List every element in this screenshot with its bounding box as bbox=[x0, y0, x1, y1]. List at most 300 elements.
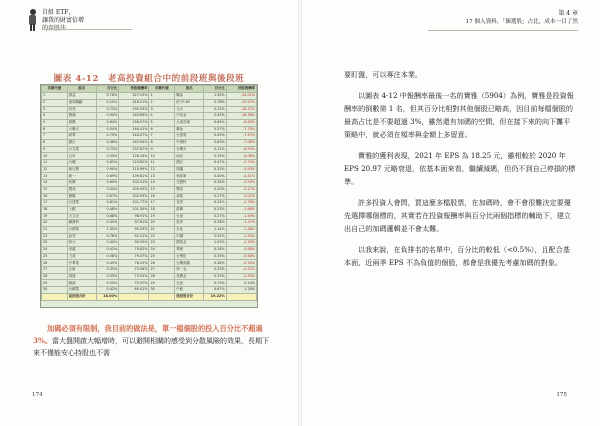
table-cell: 國巨 bbox=[67, 140, 96, 147]
table-cell: 0.27% bbox=[204, 213, 226, 220]
table-row bbox=[42, 267, 257, 274]
table-cell: 大立光 bbox=[67, 213, 96, 220]
table-cell: 中保科 bbox=[175, 140, 204, 147]
table-cell: 正新 bbox=[67, 267, 96, 274]
table-cell: 0.76% bbox=[96, 233, 118, 240]
table-cell: -5.74% bbox=[226, 160, 256, 167]
table-cell: -16.36% bbox=[226, 113, 256, 120]
table-cell: -16.37% bbox=[226, 106, 256, 113]
table-cell: 73.52% bbox=[119, 273, 149, 280]
table-cell: 97.81% bbox=[119, 220, 149, 227]
table-cell: 精誠 bbox=[67, 280, 96, 287]
table-cell: 0.33% bbox=[204, 273, 226, 280]
table-row bbox=[42, 213, 257, 220]
table-column-header: 股名 bbox=[175, 86, 204, 93]
table-cell: 123.82% bbox=[119, 160, 149, 167]
table-cell: 0.47% bbox=[204, 160, 226, 167]
table-cell: 國泰金 bbox=[175, 240, 204, 247]
table-cell: 中華電 bbox=[67, 260, 96, 267]
table-cell: 台泥 bbox=[175, 280, 204, 287]
table-cell: 29 bbox=[149, 280, 175, 287]
table-total-cell bbox=[42, 293, 68, 300]
right-paragraph: 以圖表 4-12 中報酬率最後一名的寶雅（5904）為例，寶雅是投資報酬率的倒數第 1 名，但其百分比相對其他個股已略高，因目前每檔個股的最高占比是不要超過 3%，雖然還有加碼的空間，但在接下來的向下攤平策略中，就必須在頻率與金額上多留意。 bbox=[344, 91, 574, 139]
table-cell: 0.57% bbox=[204, 126, 226, 133]
table-row bbox=[42, 193, 257, 200]
right-paragraph: 許多投資人會問，買這麼多檔股票，在加碼時，會不會很難決定要優先選擇哪個標的，其實若在投資報酬率與百分比兩個指標的輔助下，建立出自己的加碼邏輯並不會太難。 bbox=[344, 198, 571, 233]
table-cell: -8.83% bbox=[226, 119, 256, 126]
highlight-text: 加碼必須有限制，我目前的做法是，單一檔個股的投入百分比不超過 3%。 bbox=[33, 324, 263, 345]
table-cell: 1.14% bbox=[204, 226, 226, 233]
table-cell: 0.60% bbox=[96, 180, 118, 187]
table-cell: 0.83% bbox=[204, 140, 226, 147]
table-cell: 19 bbox=[42, 213, 68, 220]
page-number-left: 174 bbox=[32, 392, 43, 398]
table-cell: -6.93% bbox=[226, 146, 256, 153]
table-cell: 0.79% bbox=[204, 280, 226, 287]
table-cell: 16 bbox=[149, 193, 175, 200]
table-cell: -3.02% bbox=[226, 193, 256, 200]
table-cell: -1.37% bbox=[226, 220, 256, 227]
table-cell: -7.08% bbox=[226, 140, 256, 147]
table-cell: 98.91% bbox=[119, 213, 149, 220]
table-cell: 79.47% bbox=[119, 253, 149, 260]
table-cell: 和泰車 bbox=[175, 173, 204, 180]
table-cell: 0.68% bbox=[96, 213, 118, 220]
table-cell: 0.54% bbox=[96, 126, 118, 133]
table-cell: 0.78% bbox=[96, 93, 118, 100]
table-column-header: 百分比 bbox=[204, 86, 226, 93]
table-cell: 0.20% bbox=[204, 186, 226, 193]
table-cell: 0.22% bbox=[204, 106, 226, 113]
table-row bbox=[42, 240, 257, 247]
table-cell: 長榮 bbox=[175, 200, 204, 207]
table-row bbox=[42, 200, 257, 207]
table-cell: 21 bbox=[42, 226, 68, 233]
table-cell: 7 bbox=[149, 133, 175, 140]
table-cell: 台積電 bbox=[67, 287, 96, 294]
table-cell: 69.42% bbox=[119, 287, 149, 294]
table-cell: 78.25% bbox=[119, 260, 149, 267]
table-cell: 崇越 bbox=[67, 247, 96, 254]
table-cell: 12 bbox=[149, 166, 175, 173]
table-row bbox=[42, 133, 257, 140]
table-cell: 22 bbox=[42, 233, 68, 240]
table-cell: 0.90% bbox=[96, 166, 118, 173]
table-cell: -1.38% bbox=[226, 226, 256, 233]
table-cell: 6 bbox=[42, 126, 68, 133]
table-cell: 群益 bbox=[67, 93, 96, 100]
header-rule-right bbox=[428, 30, 578, 31]
table-cell: 27 bbox=[149, 267, 175, 274]
table-cell: -0.68% bbox=[226, 253, 256, 260]
table-cell: -0.55% bbox=[226, 260, 256, 267]
table-cell: 0.28% bbox=[204, 220, 226, 227]
table-cell: 163.69% bbox=[119, 113, 149, 120]
table-cell: 137.67% bbox=[119, 146, 149, 153]
table-cell: -4.93% bbox=[226, 166, 256, 173]
table-cell: 胡連 bbox=[67, 273, 96, 280]
table-cell: 12 bbox=[42, 166, 68, 173]
table-cell: 28 bbox=[149, 273, 175, 280]
table-cell: -2.78% bbox=[226, 200, 256, 207]
table-cell: 0.11% bbox=[204, 146, 226, 153]
table-cell: 豐泰 bbox=[175, 186, 204, 193]
table-cell: 0.90% bbox=[96, 113, 118, 120]
table-cell: 台塑化 bbox=[175, 253, 204, 260]
table-row bbox=[42, 119, 257, 126]
table-cell: 102.41% bbox=[119, 180, 149, 187]
table-cell: 聯發科 bbox=[67, 220, 96, 227]
author-figure-icon bbox=[26, 9, 39, 31]
table-cell: 15 bbox=[42, 186, 68, 193]
header-rule-left bbox=[42, 29, 132, 30]
table-total-cell bbox=[119, 293, 149, 300]
table-cell: 24 bbox=[42, 247, 68, 254]
table-row bbox=[42, 247, 257, 254]
right-paragraph: 寶雅的獲利表現，2021 年 EPS 為 18.25 元，雖相較於 2020 年 EPS 20.97 元略衰退，依基本面來看，繼續減碼，但仍不到自己停損的標準。 bbox=[344, 151, 576, 186]
table-cell: 0.42% bbox=[96, 247, 118, 254]
table-cell: 0.42% bbox=[96, 287, 118, 294]
right-body-text bbox=[344, 68, 576, 277]
table-cell: 台積電 bbox=[67, 226, 96, 233]
table-cell: 0.81% bbox=[96, 200, 118, 207]
table-cell: 144.07% bbox=[119, 133, 149, 140]
table-cell: 19 bbox=[149, 213, 175, 220]
table-cell: 0.48% bbox=[96, 140, 118, 147]
table-cell: 0.35% bbox=[204, 153, 226, 160]
table-cell: 0.67% bbox=[96, 193, 118, 200]
left-body-text bbox=[33, 323, 275, 359]
table-total-cell bbox=[226, 293, 256, 300]
table-cell: 3 bbox=[42, 106, 68, 113]
table-row bbox=[42, 280, 257, 287]
chapter-subtitle: 17 個入資料，「揀選股」占比，成本一目了然 bbox=[465, 19, 578, 25]
table-cell: 0.43% bbox=[204, 113, 226, 120]
table-cell: 聚陽 bbox=[67, 193, 96, 200]
table-total-cell: 19.22% bbox=[204, 293, 226, 300]
table-row bbox=[42, 173, 257, 180]
table-cell: 7 bbox=[42, 133, 68, 140]
table-cell: 0.33% bbox=[204, 267, 226, 274]
table-cell: 26 bbox=[42, 260, 68, 267]
table-cell: 1.30% bbox=[96, 226, 118, 233]
table-cell: 10 bbox=[42, 153, 68, 160]
table-cell: 神基 bbox=[175, 193, 204, 200]
table-cell: 8 bbox=[149, 140, 175, 147]
table-cell: 光寶科 bbox=[175, 180, 204, 187]
table-cell: 上銀 bbox=[67, 206, 96, 213]
table-cell: -1.34% bbox=[226, 233, 256, 240]
table-cell: 92.31% bbox=[119, 233, 149, 240]
right-page bbox=[302, 0, 600, 426]
book-title-line2: 讓我的財富倍增 bbox=[42, 17, 85, 24]
table-cell: 0.32% bbox=[204, 166, 226, 173]
table-cell: -1.29% bbox=[226, 240, 256, 247]
table-cell: 70.37% bbox=[119, 280, 149, 287]
table-cell: 第一金 bbox=[175, 267, 204, 274]
table-cell: 0.14% bbox=[226, 280, 256, 287]
table-row bbox=[42, 140, 257, 147]
table-cell: 大成長城 bbox=[175, 119, 204, 126]
table-cell: 台達電 bbox=[67, 200, 96, 207]
table-cell: 瑞儀 bbox=[175, 166, 204, 173]
table-cell: 中租 bbox=[175, 287, 204, 294]
table-cell: 0.40% bbox=[204, 173, 226, 180]
table-cell: -3.59% bbox=[226, 180, 256, 187]
page-number-right: 175 bbox=[556, 392, 567, 398]
table-cell: 101.77% bbox=[119, 200, 149, 207]
table-cell: 0.20% bbox=[96, 99, 118, 106]
table-row bbox=[42, 220, 257, 227]
table-cell: 力成 bbox=[67, 253, 96, 260]
left-page bbox=[0, 0, 298, 426]
table-cell: 新日興 bbox=[67, 166, 96, 173]
table-cell: 0.38% bbox=[204, 260, 226, 267]
table-cell: 致茂 bbox=[67, 233, 96, 240]
table-cell: 中信金 bbox=[175, 113, 204, 120]
table-total-cell: 18.00% bbox=[96, 293, 118, 300]
table-cell: 5 bbox=[149, 119, 175, 126]
table-column-header: 名稱代號 bbox=[42, 86, 68, 93]
table-cell: 16 bbox=[42, 193, 68, 200]
table-cell: 寶成 bbox=[67, 186, 96, 193]
table-cell: 11 bbox=[42, 160, 68, 167]
table-cell: 20 bbox=[149, 220, 175, 227]
table-cell: 14 bbox=[42, 180, 68, 187]
table-cell: 23 bbox=[42, 240, 68, 247]
table-column-header: 名稱代號 bbox=[149, 86, 175, 93]
table-row bbox=[42, 287, 257, 294]
table-cell: 9 bbox=[42, 146, 68, 153]
table-row bbox=[42, 146, 257, 153]
table-cell: 群聯 bbox=[175, 206, 204, 213]
table-cell: 元大 bbox=[175, 106, 204, 113]
table-cell: 統一 bbox=[67, 173, 96, 180]
table-cell: -0.88% bbox=[226, 247, 256, 254]
table-total-row bbox=[42, 293, 257, 300]
holdings-table-frame bbox=[40, 84, 258, 308]
table-cell: -1.68% bbox=[226, 206, 256, 213]
table-cell: 3 bbox=[149, 106, 175, 113]
table-cell: 6 bbox=[149, 126, 175, 133]
table-cell: -1.49% bbox=[226, 213, 256, 220]
table-row bbox=[42, 206, 257, 213]
table-cell: 0.54% bbox=[96, 186, 118, 193]
table-cell: -0.52% bbox=[226, 267, 256, 274]
running-header-left bbox=[26, 9, 126, 31]
table-cell: 兆豐金 bbox=[175, 273, 204, 280]
table-cell: 國巨 bbox=[175, 160, 204, 167]
table-cell: 30 bbox=[42, 287, 68, 294]
table-cell: -0.35% bbox=[226, 273, 256, 280]
table-cell: 1.03% bbox=[204, 240, 226, 247]
table-cell: 14 bbox=[149, 180, 175, 187]
right-paragraph: 以我來說，在負排名的名單中，百分比的較低（<0.5%），且配合基本面，近兩季 EPS 不為負值的個股，都會是我優先考慮加碼的對象。 bbox=[344, 245, 570, 267]
table-cell: -24.01% bbox=[226, 93, 256, 100]
table-cell: 0.48% bbox=[96, 206, 118, 213]
table-cell: 0.26% bbox=[204, 180, 226, 187]
table-row bbox=[42, 226, 257, 233]
table-cell: 0.23% bbox=[204, 206, 226, 213]
table-cell: 世界 bbox=[175, 220, 204, 227]
table-cell: 110.99% bbox=[119, 166, 149, 173]
table-row bbox=[42, 260, 257, 267]
table-cell: 台燿 bbox=[67, 160, 96, 167]
table-cell: 0.67% bbox=[204, 287, 226, 294]
table-cell: 凡甲 bbox=[67, 153, 96, 160]
table-cell: 1 bbox=[42, 93, 68, 100]
left-paragraph bbox=[33, 323, 275, 359]
table-row bbox=[42, 153, 257, 160]
table-cell: 中鋼 bbox=[175, 233, 204, 240]
table-row bbox=[42, 160, 257, 167]
table-cell: -3.27% bbox=[226, 186, 256, 193]
table-cell: 0.27% bbox=[204, 193, 226, 200]
table-cell: 研華 bbox=[67, 133, 96, 140]
holdings-table bbox=[41, 85, 257, 301]
table-cell: 25 bbox=[149, 253, 175, 260]
table-cell: 1 bbox=[149, 93, 175, 100]
table-cell: 0.58% bbox=[96, 253, 118, 260]
table-cell: 10 bbox=[149, 153, 175, 160]
table-cell: 0.35% bbox=[96, 220, 118, 227]
running-header-right bbox=[466, 10, 578, 26]
table-cell: 95.29% bbox=[119, 226, 149, 233]
table-cell: 0.45% bbox=[96, 260, 118, 267]
table-row bbox=[42, 126, 257, 133]
table-cell: 信邦 bbox=[67, 106, 96, 113]
table-cell: 南亞 bbox=[175, 153, 204, 160]
table-cell: 0.69% bbox=[96, 173, 118, 180]
table-cell: 15 bbox=[149, 186, 175, 193]
table-cell: 11 bbox=[149, 160, 175, 167]
table-cell: 90.55% bbox=[119, 240, 149, 247]
table-cell: 21 bbox=[149, 226, 175, 233]
table-cell: 109.81% bbox=[119, 173, 149, 180]
table-cell: -19.57% bbox=[226, 99, 256, 106]
table-cell: 22 bbox=[149, 233, 175, 240]
table-cell: 0.64% bbox=[96, 119, 118, 126]
table-cell: 73.58% bbox=[119, 267, 149, 274]
table-cell: 0.33% bbox=[204, 253, 226, 260]
table-cell: 東和鋼鐵 bbox=[67, 99, 96, 106]
table-cell: 146.41% bbox=[119, 126, 149, 133]
table-row bbox=[42, 253, 257, 260]
table-cell: 4 bbox=[42, 113, 68, 120]
table-cell: 台灣高鐵 bbox=[175, 260, 204, 267]
table-cell: 327.19% bbox=[119, 93, 149, 100]
table-cell: 1.35% bbox=[204, 93, 226, 100]
table-cell: 華碩 bbox=[175, 247, 204, 254]
table-cell: 128.18% bbox=[119, 153, 149, 160]
table-cell: 102.09% bbox=[119, 193, 149, 200]
table-cell: 2 bbox=[42, 99, 68, 106]
table-cell: 24 bbox=[149, 247, 175, 254]
table-cell: 9 bbox=[149, 146, 175, 153]
table-cell: 0.55% bbox=[96, 273, 118, 280]
table-column-header: 持股報酬率 bbox=[226, 86, 256, 93]
table-cell: 0.55% bbox=[96, 153, 118, 160]
table-cell: 0.78% bbox=[204, 99, 226, 106]
table-cell: 28 bbox=[42, 273, 68, 280]
table-cell: 140.94% bbox=[119, 140, 149, 147]
table-cell: 18 bbox=[42, 206, 68, 213]
book-title-line1: 自組 ETF， bbox=[42, 9, 75, 16]
table-cell: 29 bbox=[42, 280, 68, 287]
table-row bbox=[42, 113, 257, 120]
table-cell: 17 bbox=[149, 200, 175, 207]
table-cell: 1.28% bbox=[226, 287, 256, 294]
table-cell: 台灣大 bbox=[175, 146, 204, 153]
table-cell: 30 bbox=[149, 287, 175, 294]
table-cell: 台光電 bbox=[67, 146, 96, 153]
table-row bbox=[42, 180, 257, 187]
paragraph-continuation: 當大盤開啟大幅增時，可以避開相關的感受到分散風險的效果，長期下來不僅能安心持股也不需 bbox=[33, 337, 270, 357]
table-cell: 17 bbox=[42, 200, 68, 207]
table-cell: 79.82% bbox=[119, 247, 149, 254]
table-cell: 0.72% bbox=[96, 106, 118, 113]
table-cell: 195.33% bbox=[119, 106, 149, 113]
table-cell: 26 bbox=[149, 260, 175, 267]
table-row bbox=[42, 106, 257, 113]
table-header-row bbox=[42, 86, 257, 93]
table-row bbox=[42, 273, 257, 280]
table-cell: 316.21% bbox=[119, 99, 149, 106]
table-cell: 儒鴻 bbox=[67, 113, 96, 120]
chapter-label: 第 4 章 bbox=[558, 10, 578, 17]
table-cell: 20 bbox=[42, 220, 68, 227]
table-row bbox=[42, 93, 257, 100]
table-row bbox=[42, 186, 257, 193]
figure-title: 圖表 4-12 老高投資組合中的前段班與後段班 bbox=[53, 74, 245, 84]
table-cell: 欣興 bbox=[67, 180, 96, 187]
table-total-cell: 前段班合計 bbox=[67, 293, 96, 300]
table-cell: 13 bbox=[149, 173, 175, 180]
table-cell: 和大 bbox=[67, 240, 96, 247]
table-cell: -6.08% bbox=[226, 153, 256, 160]
table-column-header: 股名 bbox=[67, 86, 96, 93]
table-cell: 台泥 bbox=[175, 213, 204, 220]
table-cell: 18 bbox=[149, 206, 175, 213]
table-cell: 0.35% bbox=[96, 267, 118, 274]
table-cell: 聯詠 bbox=[175, 126, 204, 133]
table-total-cell: 後段班合計 bbox=[175, 293, 204, 300]
table-cell: 0.73% bbox=[96, 146, 118, 153]
table-cell: 13 bbox=[42, 173, 68, 180]
table-row bbox=[42, 233, 257, 240]
table-cell: 0.28% bbox=[204, 247, 226, 254]
table-cell: 8 bbox=[42, 140, 68, 147]
table-row bbox=[42, 99, 257, 106]
table-cell: 27 bbox=[42, 267, 68, 274]
table-cell: 0.24% bbox=[204, 200, 226, 207]
table-total-cell bbox=[149, 293, 175, 300]
table-cell: 0.49% bbox=[204, 133, 226, 140]
table-cell: 台達電 bbox=[175, 133, 204, 140]
table-cell: 台化 bbox=[175, 226, 204, 233]
table-cell: 101.30% bbox=[119, 206, 149, 213]
table-cell: 5 bbox=[42, 119, 68, 126]
table-cell: 25 bbox=[42, 253, 68, 260]
table-column-header: 百分比 bbox=[96, 86, 118, 93]
table-cell: -7.67% bbox=[226, 133, 256, 140]
table-cell: 23 bbox=[149, 240, 175, 247]
table-cell: 156.57% bbox=[119, 119, 149, 126]
table-cell: 4 bbox=[149, 113, 175, 120]
table-cell: 耕興 bbox=[67, 119, 96, 126]
table-cell: 聯詠 bbox=[175, 93, 204, 100]
table-cell: -7.75% bbox=[226, 126, 256, 133]
